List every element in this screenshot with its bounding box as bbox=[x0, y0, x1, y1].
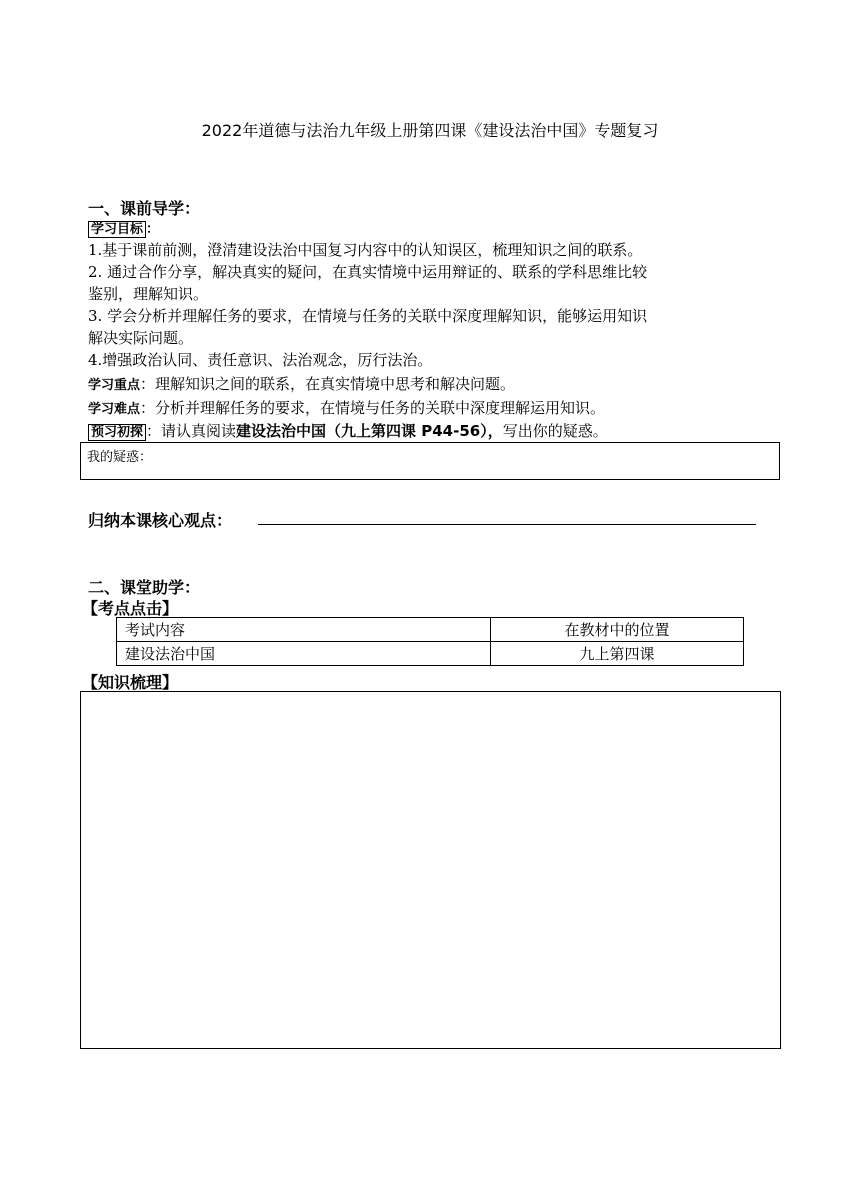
exam-points-table bbox=[116, 617, 744, 666]
goals-label: 学习目标 bbox=[88, 221, 146, 238]
preview-bold-text: 建设法治中国（九上第四课 P44-56）， bbox=[236, 422, 503, 440]
goal-line: 2. 通过合作分享，解决真实的疑问，在真实情境中运用辩证的、联系的学科思维比较 bbox=[88, 263, 648, 281]
table-header-cell: 考试内容 bbox=[117, 618, 491, 642]
key-point-label: 学习重点 bbox=[88, 378, 141, 393]
preview-line bbox=[88, 421, 788, 443]
goals-colon: ： bbox=[146, 222, 160, 237]
difficulty-text: ：分析并理解任务的要求，在情境与任务的关联中深度理解运用知识。 bbox=[140, 399, 606, 417]
goal-line: 1.基于课前前测，澄清建设法治中国复习内容中的认知误区，梳理知识之间的联系。 bbox=[88, 241, 643, 259]
preview-label: 预习初探 bbox=[88, 424, 146, 441]
table-header-cell: 在教材中的位置 bbox=[491, 618, 744, 642]
table-cell: 九上第四课 bbox=[491, 642, 744, 666]
goal-line: 4.增强政治认同、责任意识、法治观念，厉行法治。 bbox=[88, 351, 433, 369]
table-cell: 建设法治中国 bbox=[117, 642, 491, 666]
goal-line: 鉴别，理解知识。 bbox=[88, 285, 209, 303]
difficulty-line bbox=[88, 398, 788, 420]
doubt-box[interactable] bbox=[80, 442, 780, 480]
goal-line: 3. 学会分析并理解任务的要求，在情境与任务的关联中深度理解知识，能够运用知识 bbox=[88, 307, 648, 325]
core-viewpoint-blank[interactable] bbox=[258, 524, 756, 525]
goals-label-line bbox=[88, 218, 788, 240]
page-title: 2022年道德与法治九年级上册第四课《建设法治中国》专题复习 bbox=[201, 121, 659, 140]
difficulty-label: 学习难点 bbox=[88, 402, 141, 417]
key-point-text: ：理解知识之间的联系，在真实情境中思考和解决问题。 bbox=[140, 375, 516, 393]
section2-heading: 二、课堂助学： bbox=[88, 578, 201, 597]
goal-line: 解决实际问题。 bbox=[88, 329, 194, 347]
preview-text-b: 写出你的疑惑。 bbox=[502, 422, 608, 440]
key-point-line bbox=[88, 374, 788, 396]
section1-heading: 一、课前导学： bbox=[88, 199, 201, 218]
knowledge-box[interactable] bbox=[80, 691, 781, 1049]
table-header-row bbox=[117, 618, 744, 642]
kaodian-heading: 【考点点击】 bbox=[82, 599, 179, 618]
core-viewpoint-label: 归纳本课核心观点： bbox=[88, 511, 233, 530]
table-row bbox=[117, 642, 744, 666]
doubt-label: 我的疑惑： bbox=[87, 450, 153, 465]
zhishi-heading: 【知识梳理】 bbox=[82, 673, 179, 692]
preview-text-a: ：请认真阅读 bbox=[146, 422, 237, 440]
